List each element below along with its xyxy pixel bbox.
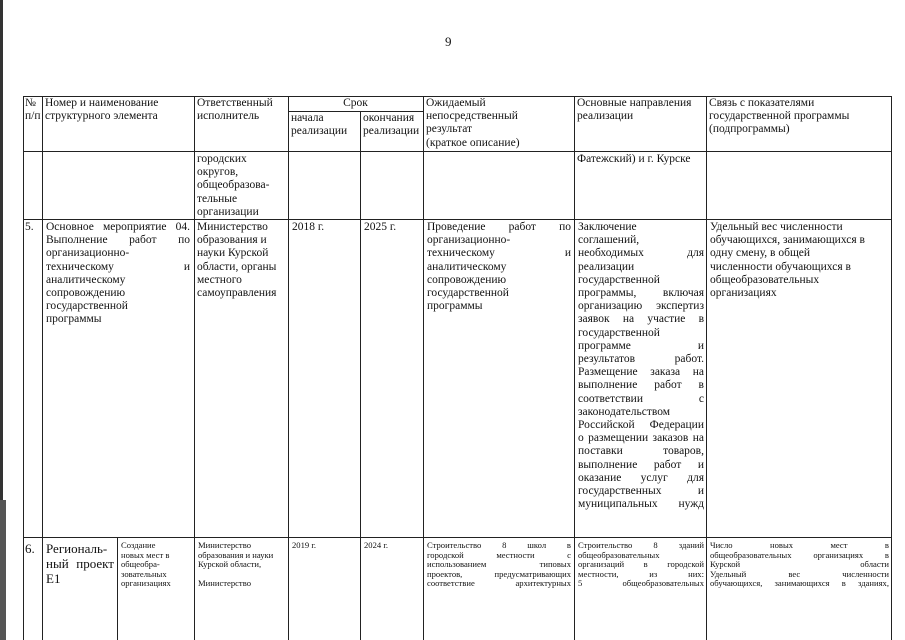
col-line	[423, 96, 424, 640]
col-line	[360, 111, 361, 640]
row5-num: 5.	[25, 221, 34, 233]
text-line: аналитическому	[427, 260, 507, 273]
text-line: программы, включая	[578, 287, 704, 300]
text-line: организаций в городской	[578, 559, 704, 570]
cont-directions: Фатежский) и г. Курске	[577, 153, 691, 165]
row6-start: 2019 г.	[292, 540, 317, 550]
col-line	[574, 96, 575, 640]
header-term: Срок	[343, 97, 368, 109]
header-bottom-line	[23, 151, 892, 152]
text-line: государственной	[578, 273, 660, 286]
cont-responsible: городских округов, общеобразова- тельные организации	[197, 153, 270, 218]
row-divider	[23, 537, 892, 538]
text-line: законодательством	[578, 405, 671, 418]
row5-result	[427, 221, 571, 313]
text-line: Российской Федерации	[578, 419, 704, 432]
text-line: Основное мероприятие 04.	[46, 221, 190, 233]
text-line: программы	[46, 313, 102, 326]
col-line	[23, 96, 24, 640]
header-name: Номер и наименование структурного элемента	[45, 97, 159, 123]
header-directions: Основные направления реализации	[577, 97, 692, 123]
text-line: реализации	[578, 260, 635, 273]
row6-end: 2024 г.	[364, 540, 389, 550]
header-end: окончания реализации	[363, 112, 420, 138]
header-responsible: Ответственный исполнитель	[197, 97, 273, 123]
text-line: сопровождению	[427, 273, 507, 286]
col-line	[706, 96, 707, 640]
text-line: городской местности с	[427, 549, 571, 560]
row5-start: 2018 г.	[292, 221, 325, 233]
page-number: 9	[445, 34, 452, 49]
text-line: техническому и	[46, 260, 190, 273]
row6-sub-name: Создание новых мест в общеобра- зовательных организациях	[121, 540, 171, 589]
text-line: Строительство 8 зданий	[578, 540, 704, 550]
text-line: Проведение работ по	[427, 221, 571, 233]
text-line: заявок на участие в	[578, 313, 704, 326]
text-line: местности, из них:	[578, 568, 704, 579]
col-line	[891, 96, 892, 640]
row5-link: Удельный вес численности обучающихся, занимающихся в одну смену, в общей численности обучающихся в общеобразовательных организациях	[710, 221, 865, 300]
text-line: государственных и	[578, 485, 704, 498]
text-line: ный проект	[46, 556, 114, 571]
row6-result	[427, 541, 571, 589]
text-line: поставки товаров,	[578, 445, 704, 458]
text-line: программе и	[578, 339, 704, 352]
header-start: начала реализации	[291, 112, 348, 138]
text-line: выполнение работ в	[578, 379, 704, 392]
row6-num: 6.	[25, 541, 35, 556]
row5-name	[46, 221, 190, 327]
text-line: использованием типовых	[427, 559, 571, 570]
text-line: выполнение работ и	[578, 458, 704, 471]
text-line: организационно-	[46, 247, 130, 260]
text-line: соответствии с	[578, 392, 704, 405]
col-line	[194, 96, 195, 640]
text-line: Заключение	[578, 221, 637, 233]
text-line: Региональ-	[46, 541, 108, 556]
text-line: Число новых мест в	[710, 540, 889, 550]
text-line: Курской области	[710, 559, 889, 570]
row6-name	[46, 541, 114, 586]
text-line: организационно-	[427, 234, 511, 247]
text-line: о размещении заказов на	[578, 432, 704, 445]
text-line: Размещение заказа на	[578, 366, 704, 379]
row6-directions	[578, 541, 704, 589]
text-line: соглашений,	[578, 234, 640, 247]
text-line: организацию экспертиз	[578, 300, 704, 313]
row6-link	[710, 541, 889, 589]
text-line: проектов, предусматривающих	[427, 568, 571, 579]
header-num: № п/п	[25, 97, 41, 123]
text-line: сопровождению	[46, 287, 126, 300]
text-line: программы	[427, 300, 483, 313]
text-line: 5 общеобразовательных	[578, 578, 704, 589]
text-line: Е1	[46, 571, 61, 586]
text-line: муниципальных нужд	[578, 498, 704, 511]
text-line: необходимых для	[578, 247, 704, 260]
col-line	[288, 96, 289, 640]
text-line: общеобразовательных	[578, 549, 660, 560]
text-line: оказание услуг для	[578, 471, 704, 484]
text-line: государственной	[427, 287, 509, 300]
row-divider	[23, 219, 892, 220]
text-line: Строительство 8 школ в	[427, 540, 571, 550]
text-line: Выполнение работ по	[46, 234, 190, 247]
text-line: Удельный вес численности	[710, 568, 889, 579]
text-line: государственной	[46, 300, 128, 313]
text-line: аналитическому	[46, 273, 126, 286]
row5-directions	[578, 221, 704, 511]
row5-responsible: Министерство образования и науки Курской области, органы местного самоуправления	[197, 221, 277, 300]
row6-responsible: Министерство образования и науки Курской области, Министерство	[198, 540, 274, 589]
col-line	[42, 96, 43, 640]
text-line: общеобразовательных организациях в	[710, 549, 889, 560]
text-line: обучающихся, занимающихся в зданиях,	[710, 578, 889, 589]
text-line: соответствие архитектурных	[427, 578, 571, 589]
text-line: государственной	[578, 326, 660, 339]
text-line: результатов работ.	[578, 353, 704, 366]
header-link: Связь с показателями государственной программы (подпрограммы)	[709, 97, 850, 136]
text-line: техническому и	[427, 247, 571, 260]
col-line-sub	[117, 538, 118, 640]
row5-end: 2025 г.	[364, 221, 397, 233]
header-result: Ожидаемый непосредственный результат (краткое описание)	[426, 97, 520, 149]
